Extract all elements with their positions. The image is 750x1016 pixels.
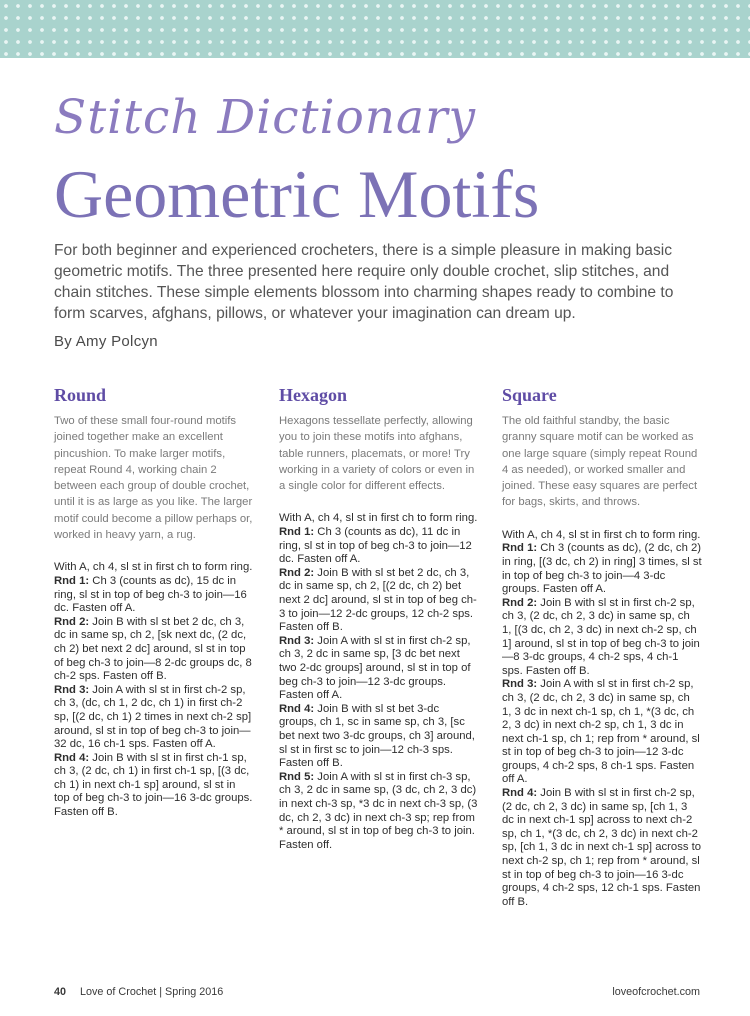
- motif-instructions: [502, 529, 702, 910]
- round-text: Join A with sl st in first ch-2 sp, ch 3, (2 dc, ch 2, 3 dc) in same sp, ch 1, 3 dc in next ch-1 sp, ch 1, *(3 dc, ch 2, 3 dc) in next ch-2 sp, ch 1, 3 dc in next ch-1 sp, ch 1; rep from * around, sl st in top of beg ch-3 to join—12 3-dc groups, 4 ch-2 sps, 8 ch-1 sps. Fasten off A.: [502, 678, 700, 786]
- round-label: Rnd 1:: [54, 574, 90, 587]
- round-instruction: [502, 597, 702, 679]
- round-label: Rnd 2:: [54, 615, 90, 628]
- round-label: Rnd 1:: [502, 542, 538, 555]
- round-label: Rnd 2:: [279, 566, 315, 579]
- round-text: Join B with sl st in first ch-2 sp, ch 3, (2 dc, ch 2, 3 dc) in same sp, ch 1, [(3 dc, ch 2, 3 dc) in next ch-2 sp, ch 1] around, sl st in top of beg ch-3 to join—8 3-dc groups, 4 ch-2 sps, 4 ch-1 sps. Fasten off B.: [502, 596, 700, 677]
- round-instruction: [54, 616, 254, 684]
- motif-description: The old faithful standby, the basic granny square motif can be worked as one large square (simply repeat Round 4 as needed), or worked smaller and joined. These easy squares are perfect for bags, skirts, and throws.: [502, 415, 698, 509]
- motif-instructions: [279, 512, 479, 852]
- start-instruction: With A, ch 4, sl st in first ch to form ring.: [54, 561, 253, 574]
- round-label: Rnd 2:: [502, 596, 538, 609]
- motif-heading: Round: [54, 385, 107, 405]
- round-text: Ch 3 (counts as dc), (2 dc, ch 2) in ring, [(3 dc, ch 2) in ring] 3 times, sl st in top of beg ch-3 to join—4 3-dc groups. Fasten off A.: [502, 542, 702, 596]
- author-byline: By Amy Polcyn: [54, 333, 158, 350]
- round-text: Join B with sl st bet 3-dc groups, ch 1, sc in same sp, ch 3, [sc bet next two 3-dc groups, ch 3] around, sl st in first sc to join—12 ch-3 sps. Fasten off B.: [279, 702, 475, 770]
- round-instruction: [279, 526, 479, 567]
- round-label: Rnd 3:: [279, 634, 315, 647]
- round-text: Join B with sl st in first ch-2 sp, (2 dc, ch 2, 3 dc) in same sp, [ch 1, 3 dc in next ch-1 sp] across to next ch-2 sp, ch 1, *(3 dc, ch 2, 3 dc) in next ch-2 sp, [ch 1, 3 dc in next ch-1 sp] across to next ch-2 sp, ch 1; rep from * around, sl st in top of beg ch-3 to join—16 3-dc groups, 4 ch-2 sps, 12 ch-1 sps. Fasten off B.: [502, 787, 702, 908]
- start-instruction: With A, ch 4, sl st in first ch to form ring.: [279, 512, 478, 525]
- round-text: Join B with sl st bet 2 dc, ch 3, dc in same sp, ch 2, [sk next dc, (2 dc, ch 2) bet next 2 dc] around, sl st in top of beg ch-3 to join—8 2-dc groups dc, 8 ch-2 sps. Fasten off B.: [54, 615, 252, 683]
- issue-date: | Spring 2016: [156, 986, 224, 998]
- round-label: Rnd 3:: [54, 683, 90, 696]
- motif-heading: Hexagon: [279, 385, 348, 405]
- round-label: Rnd 4:: [502, 787, 538, 800]
- round-label: Rnd 1:: [279, 526, 315, 539]
- start-instruction: With A, ch 4, sl st in first ch to form ring.: [502, 528, 701, 541]
- motif-column-round: [54, 385, 254, 820]
- round-instruction: [54, 752, 254, 820]
- page-title: Geometric Motifs: [54, 156, 540, 232]
- round-text: Join A with sl st in first ch-2 sp, ch 3, (dc, ch 1, 2 dc, ch 1) in first ch-2 sp, [(2 dc, ch 1) 2 times in next ch-2 sp] around, sl st in top of beg ch-3 to join—32 dc, 16 ch-1 sps. Fasten off A.: [54, 683, 252, 751]
- motif-column-hexagon: [279, 385, 479, 852]
- motif-description: Two of these small four-round motifs joined together make an excellent pincushion. To make larger motifs, repeat Round 4, working chain 2 between each group of double crochet, until it is as large as you like. The larger motif could become a pillow perhaps or, worked in heavy yarn, a rug.: [54, 415, 253, 542]
- motif-instructions: [54, 561, 254, 819]
- round-instruction: [279, 635, 479, 703]
- round-instruction: [54, 684, 254, 752]
- round-label: Rnd 3:: [502, 678, 538, 691]
- round-text: Join B with sl st bet 2 dc, ch 3, dc in same sp, ch 2, [(2 dc, ch 2) bet next 2 dc] around, sl st in top of beg ch-3 to join—12 2-dc groups, 12 ch-2 sps. Fasten off B.: [279, 566, 477, 634]
- round-label: Rnd 4:: [279, 702, 315, 715]
- motif-column-square: [502, 385, 702, 909]
- motif-heading: Square: [502, 385, 557, 405]
- round-text: Ch 3 (counts as dc), 11 dc in ring, sl st in top of beg ch-3 to join—12 dc. Fasten off A.: [279, 526, 472, 566]
- page-footer: [54, 986, 700, 1000]
- round-text: Join A with sl st in first ch-3 sp, ch 3, 2 dc in same sp, (3 dc, ch 2, 3 dc) in next ch-3 sp, *3 dc in next ch-3 sp, (3 dc, ch 2, 3 dc) in next ch-3 sp; rep from * around, sl st in top of beg ch-3 to join. Fasten off.: [279, 770, 478, 851]
- round-instruction: [502, 787, 702, 909]
- round-instruction: [279, 703, 479, 771]
- round-instruction: [279, 771, 479, 853]
- round-instruction: [54, 575, 254, 616]
- round-text: Ch 3 (counts as dc), 15 dc in ring, sl st in top of beg ch-3 to join—16 dc. Fasten off A.: [54, 574, 247, 615]
- round-instruction: [502, 542, 702, 596]
- intro-paragraph: For both beginner and experienced crocheters, there is a simple pleasure in making basic geometric motifs. The three presented here require only double crochet, slip stitches, and chain stitches. These simple elements blossom into charming shapes ready to combine to form scarves, afghans, pillows, or whatever your imagination can dream up.: [54, 242, 674, 322]
- page-number: 40: [54, 986, 67, 998]
- round-instruction: [502, 678, 702, 787]
- section-kicker: Stitch Dictionary: [54, 90, 477, 145]
- round-label: Rnd 5:: [279, 770, 315, 783]
- motif-description: Hexagons tessellate perfectly, allowing you to join these motifs into afghans, table runners, placemats, or more! Try working in a variety of colors or even in a single color for different effects.: [279, 415, 475, 493]
- round-text: Join A with sl st in first ch-2 sp, ch 3, 2 dc in same sp, [3 dc bet next two 2-dc groups] around, sl st in top of beg ch-3 to join—12 3-dc groups. Fasten off A.: [279, 634, 471, 702]
- polka-dot-banner: [0, 0, 750, 58]
- publication-name: Love of Crochet: [80, 986, 157, 998]
- round-text: Join B with sl st in first ch-1 sp, ch 3, (2 dc, ch 1) in first ch-1 sp, [(3 dc, ch 1) in next ch-1 sp] around, sl st in top of beg ch-3 to join—16 3-dc groups. Fasten off B.: [54, 751, 253, 819]
- round-label: Rnd 4:: [54, 751, 90, 764]
- website-link[interactable]: loveofcrochet.com: [612, 986, 700, 998]
- round-instruction: [279, 567, 479, 635]
